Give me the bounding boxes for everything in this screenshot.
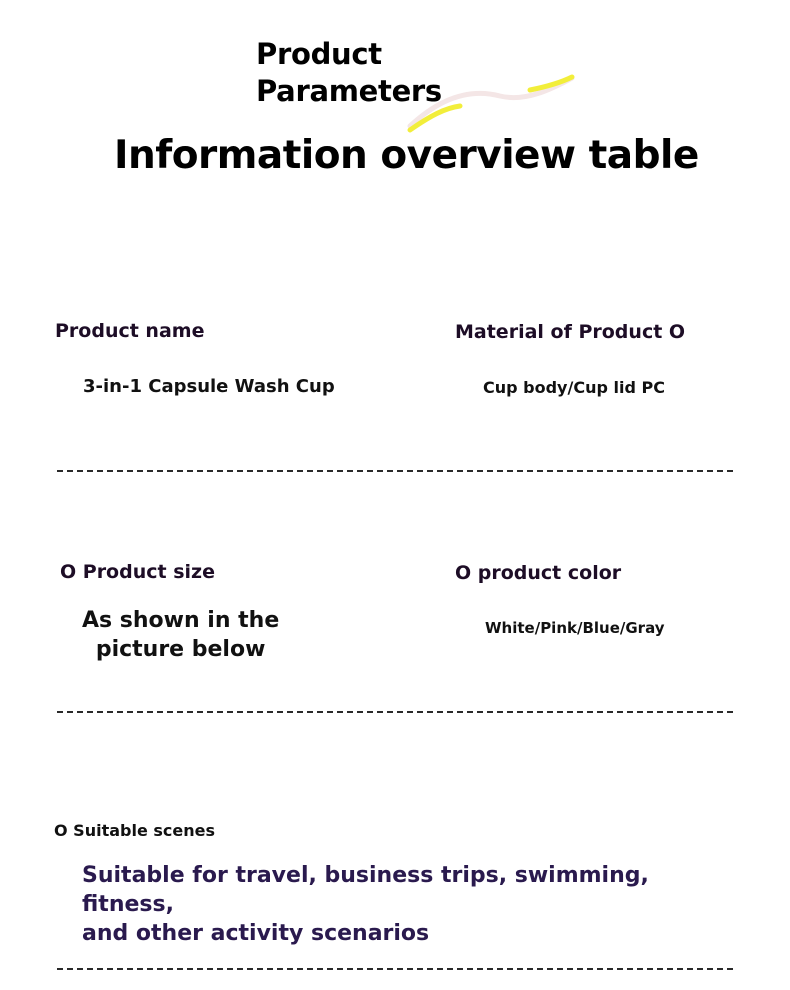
material-value: Cup body/Cup lid PC xyxy=(483,378,665,397)
size-value-line-1: As shown in the xyxy=(82,608,280,633)
scenes-value-line-2: and other activity scenarios xyxy=(82,921,430,946)
product-name-value: 3-in-1 Capsule Wash Cup xyxy=(83,376,335,397)
divider-1 xyxy=(57,470,733,472)
size-value-line-2: picture below xyxy=(95,637,266,662)
product-color-label: O product color xyxy=(455,562,622,584)
decorative-brush-stroke xyxy=(400,68,580,138)
title-line-2: Parameters xyxy=(256,74,442,108)
product-color-value: White/Pink/Blue/Gray xyxy=(485,619,665,637)
title-line-1: Product xyxy=(256,37,382,71)
product-name-label: Product name xyxy=(55,320,205,342)
page-title: Information overview table xyxy=(114,133,699,178)
divider-2 xyxy=(57,711,733,713)
divider-3 xyxy=(57,968,733,970)
suitable-scenes-label: O Suitable scenes xyxy=(54,821,215,840)
product-size-value xyxy=(82,606,279,664)
product-size-label: O Product size xyxy=(60,561,215,583)
suitable-scenes-value xyxy=(82,861,742,948)
scenes-value-line-1: Suitable for travel, business trips, swimming, fitness, xyxy=(82,863,649,917)
material-label: Material of Product O xyxy=(455,321,686,343)
